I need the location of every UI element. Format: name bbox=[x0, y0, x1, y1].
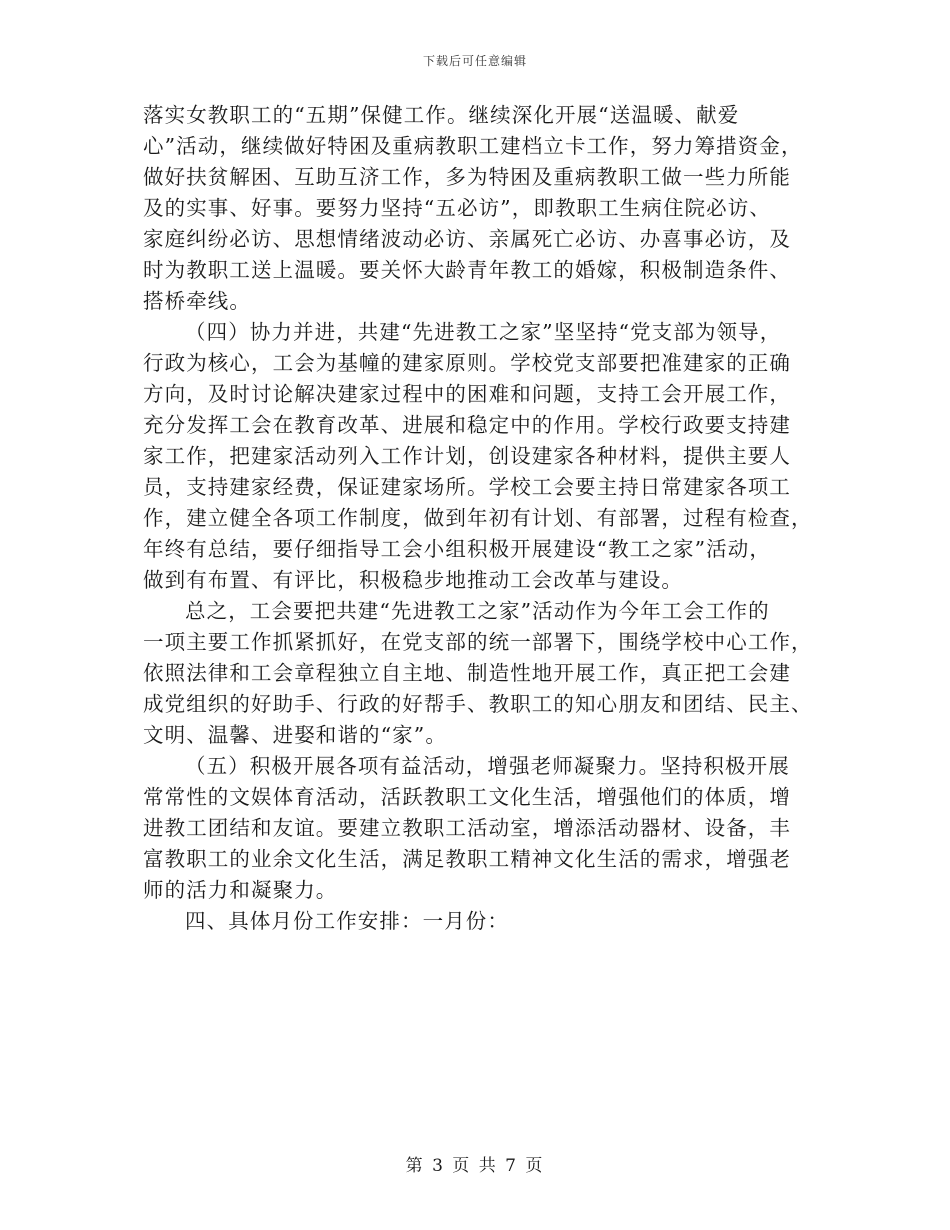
text-line: 时为教职工送上温暖。要关怀大龄青年教工的婚嫁，积极制造条件、 bbox=[143, 258, 791, 282]
text-line: 做好扶贫解困、互助互济工作，多为特困及重病教职工做一些力所能 bbox=[143, 165, 791, 189]
text-line: 及的实事、好事。要努力坚持“五必访”，即教职工生病住院必访、 bbox=[143, 196, 771, 220]
text-line: 方向，及时讨论解决建家过程中的困难和问题，支持工会开展工作， bbox=[143, 382, 791, 406]
text-line: 心”活动，继续做好特困及重病教职工建档立卡工作，努力筹措资金， bbox=[143, 134, 803, 158]
page-number-footer: 第 3 页 共 7 页 bbox=[405, 1156, 545, 1176]
text-line: （五）积极开展各项有益活动，增强老师凝聚力。坚持积极开展 bbox=[185, 754, 790, 778]
text-line: 总之，工会要把共建“先进教工之家”活动作为今年工会工作的 bbox=[185, 599, 770, 623]
text-line: 充分发挥工会在教育改革、进展和稳定中的作用。学校行政要支持建 bbox=[143, 413, 791, 437]
text-line: 家工作，把建家活动列入工作计划，创设建家各种材料，提供主要人 bbox=[143, 444, 791, 468]
text-line: （四）协力并进，共建“先进教工之家”坚坚持“党支部为领导， bbox=[185, 320, 782, 344]
text-line: 进教工团结和友谊。要建立教职工活动室，增添活动器材、设备，丰 bbox=[143, 816, 791, 840]
document-body bbox=[143, 100, 813, 937]
text-line: 落实女教职工的“五期”保健工作。继续深化开展“送温暖、献爱 bbox=[143, 103, 740, 127]
text-line: 作，建立健全各项工作制度，做到年初有计划、有部署，过程有检查， bbox=[143, 506, 813, 530]
text-line: 行政为核心，工会为基幢的建家原则。学校党支部要把准建家的正确 bbox=[143, 351, 791, 375]
text-line: 成党组织的好助手、行政的好帮手、教职工的知心朋友和团结、民主、 bbox=[143, 692, 813, 716]
text-line: 做到有布置、有评比，积极稳步地推动工会改革与建设。 bbox=[143, 568, 683, 592]
text-line: 搭桥牵线。 bbox=[143, 289, 251, 313]
text-line: 依照法律和工会章程独立自主地、制造性地开展工作，真正把工会建 bbox=[143, 661, 791, 685]
text-line: 员，支持建家经费，保证建家场所。学校工会要主持日常建家各项工 bbox=[143, 475, 791, 499]
text-line: 家庭纠纷必访、思想情绪波动必访、亲属死亡必访、办喜事必访，及 bbox=[143, 227, 791, 251]
text-line: 文明、温馨、进娶和谐的“家”。 bbox=[143, 723, 447, 747]
page-header: 下载后可任意编辑 bbox=[422, 54, 527, 68]
text-line: 四、具体月份工作安排：一月份： bbox=[185, 909, 509, 933]
text-line: 常常性的文娱体育活动，活跃教职工文化生活，增强他们的体质，增 bbox=[143, 785, 791, 809]
text-line: 师的活力和凝聚力。 bbox=[143, 878, 338, 902]
text-line: 年终有总结，要仔细指导工会小组积极开展建设“教工之家”活动， bbox=[143, 537, 771, 561]
text-line: 富教职工的业余文化生活，满足教职工精神文化生活的需求，增强老 bbox=[143, 847, 791, 871]
text-line: 一项主要工作抓紧抓好，在党支部的统一部署下，围绕学校中心工作， bbox=[143, 630, 813, 654]
